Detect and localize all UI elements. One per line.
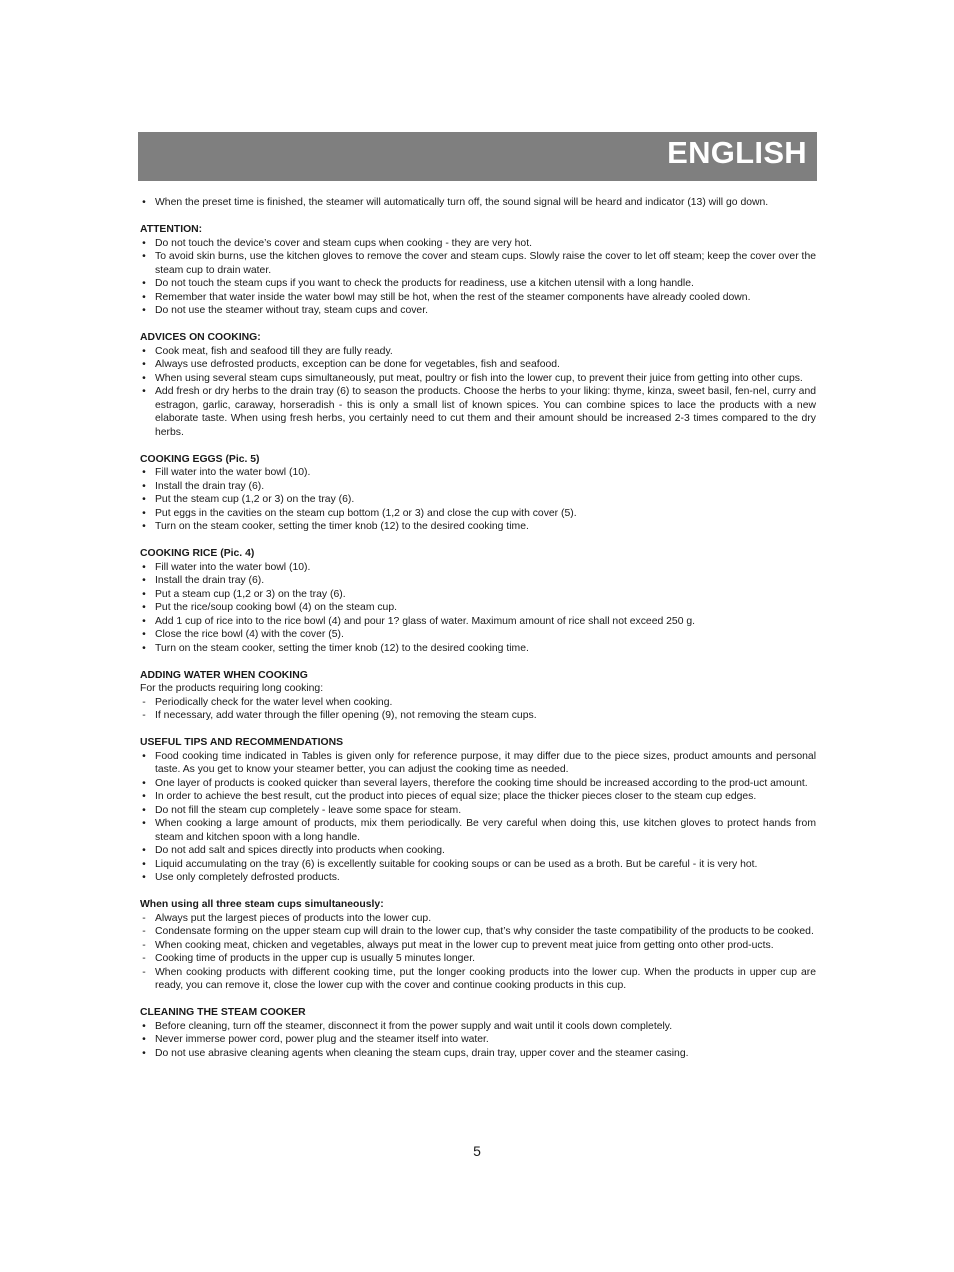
list-marker: -	[142, 912, 146, 924]
list-marker: •	[142, 507, 146, 519]
list-item-text: Condensate forming on the upper steam cup will drain to the lower cup, that’s why consider the taste compatibility of the products to be cooked.	[155, 926, 814, 937]
list-item	[140, 952, 816, 966]
list-item	[140, 1047, 816, 1061]
rice-heading: COOKING RICE (Pic. 4)	[140, 548, 255, 559]
list-marker: •	[142, 1020, 146, 1032]
manual-content	[140, 196, 816, 1060]
page-number: 5	[473, 1143, 481, 1159]
eggs-heading: COOKING EGGS (Pic. 5)	[140, 453, 260, 465]
language-banner	[138, 132, 817, 181]
list-marker: •	[142, 845, 146, 856]
list-item	[140, 817, 816, 844]
list-marker: -	[142, 939, 146, 951]
list-marker: -	[142, 710, 146, 721]
list-marker: -	[142, 953, 146, 964]
list-item	[140, 750, 816, 777]
list-item-text: Food cooking time indicated in Tables is given only for reference purpose, it may differ due to the piece sizes, product amounts and personal taste. As you get to know your steamer better, you can adjust the cooking time as needed.	[155, 750, 816, 775]
list-item-text: When cooking a large amount of products, mix them periodically. Be very careful when doing this, use kitchen gloves to protect hands from steam and kitchen spoon with a long handle.	[155, 818, 816, 843]
list-marker: •	[142, 642, 146, 654]
list-item-text: Put eggs in the cavities on the steam cup bottom (1,2 or 3) and close the cup with cover (5).	[155, 507, 577, 519]
three-cups-section	[140, 898, 816, 993]
list-item-text: Put the steam cup (1,2 or 3) on the tray (6).	[155, 494, 355, 505]
list-item-text: Cooking time of products in the upper cup is usually 5 minutes longer.	[155, 953, 475, 964]
list-marker: •	[142, 750, 146, 762]
list-item	[140, 385, 816, 439]
list-item-text: If necessary, add water through the filler opening (9), not removing the steam cups.	[155, 710, 537, 721]
rice-section	[140, 547, 816, 655]
list-item-text: When using several steam cups simultaneously, put meat, poultry or fish into the lower cup, to prevent their juice from getting into other cups.	[155, 372, 803, 384]
list-item	[140, 493, 816, 507]
list-marker: •	[142, 629, 146, 640]
list-item-text: Fill water into the water bowl (10).	[155, 561, 311, 573]
list-item-text: Do not touch the device’s cover and steam cups when cooking - they are very hot.	[155, 237, 532, 249]
list-marker: •	[142, 467, 146, 478]
list-item	[140, 696, 816, 710]
list-item	[140, 939, 816, 953]
three-cups-list	[140, 912, 816, 993]
list-marker: •	[142, 872, 146, 883]
list-item-text: Do not fill the steam cup completely - leave some space for steam.	[155, 804, 462, 816]
list-item	[140, 1033, 816, 1047]
list-item	[140, 291, 816, 305]
list-item-text: In order to achieve the best result, cut the product into pieces of equal size; place the thicker pieces closer to the steam cup edges.	[155, 791, 757, 802]
list-marker: -	[142, 696, 146, 708]
list-item-text: Put a steam cup (1,2 or 3) on the tray (6).	[155, 588, 346, 600]
list-item-text: Turn on the steam cooker, setting the timer knob (12) to the desired cooking time.	[155, 642, 529, 654]
list-item-text: Before cleaning, turn off the steamer, disconnect it from the power supply and wait until it cools down completely.	[155, 1020, 673, 1032]
advices-section	[140, 331, 816, 439]
list-item-text: Do not add salt and spices directly into products when cooking.	[155, 845, 445, 856]
water-intro: For the products requiring long cooking:	[140, 683, 324, 694]
list-item	[140, 871, 816, 885]
list-item-text: Fill water into the water bowl (10).	[155, 467, 311, 478]
attention-section	[140, 223, 816, 318]
tips-heading: USEFUL TIPS AND RECOMMENDATIONS	[140, 737, 344, 748]
list-marker: •	[142, 791, 146, 802]
water-list	[140, 696, 816, 723]
list-marker: •	[142, 345, 146, 357]
list-item	[140, 372, 816, 386]
list-item-text: To avoid skin burns, use the kitchen gloves to remove the cover and steam cups. Slowly raise the cover to let off steam; keep the cover over the steam cup to drain water.	[155, 251, 816, 276]
attention-heading: ATTENTION:	[140, 224, 203, 235]
list-marker: -	[142, 926, 146, 937]
list-item	[140, 520, 816, 534]
list-item-text: Periodically check for the water level when cooking.	[155, 696, 393, 708]
list-item-text: Do not use abrasive cleaning agents when cleaning the steam cups, drain tray, upper cover and the steamer casing.	[155, 1047, 689, 1059]
list-marker: •	[142, 251, 146, 262]
list-marker: •	[142, 521, 146, 532]
list-item-text: When cooking products with different cooking time, put the longer cooking products into the lower cup. When the products in upper cup are ready, you can remove it, close the lower cup with the cover and continue cooking products in this cup.	[155, 966, 816, 991]
list-item-text: Cook meat, fish and seafood till they are fully ready.	[155, 345, 393, 357]
list-marker: •	[142, 1034, 146, 1045]
list-item	[140, 345, 816, 359]
list-item-text: Turn on the steam cooker, setting the timer knob (12) to the desired cooking time.	[155, 521, 529, 532]
list-marker: •	[142, 561, 146, 573]
list-item	[140, 642, 816, 656]
list-item	[140, 601, 816, 615]
list-item-text: Add 1 cup of rice into to the rice bowl (4) and pour 1? glass of water. Maximum amount of rice shall not exceed 250 g.	[155, 615, 696, 627]
list-item	[140, 561, 816, 575]
list-marker: •	[142, 359, 146, 370]
banner-title: ENGLISH	[667, 135, 807, 170]
eggs-section	[140, 453, 816, 534]
list-item	[140, 196, 816, 210]
list-item	[140, 466, 816, 480]
advices-heading: ADVICES ON COOKING:	[140, 332, 261, 343]
list-item	[140, 615, 816, 629]
list-marker: •	[142, 372, 146, 384]
cleaning-list	[140, 1020, 816, 1061]
attention-list	[140, 237, 816, 318]
list-item-text: Add fresh or dry herbs to the drain tray (6) to season the products. Choose the herbs to your liking: thyme, kinza, sweet basil, fen-nel, curry and estragon, garlic, caraway, horseradish - this is only a small list of known spices. You can combine spices to lace the products with a new elaborate taste. When using fresh herbs, you certainly need to cut them and their amount should be increased 2-3 times compared to the dry herbs.	[155, 386, 816, 438]
list-item	[140, 237, 816, 251]
list-item	[140, 912, 816, 926]
list-item	[140, 966, 816, 993]
list-item-text: When the preset time is finished, the steamer will automatically turn off, the sound signal will be heard and indicator (13) will go down.	[155, 197, 769, 208]
list-marker: •	[142, 197, 146, 208]
list-item-text: Always use defrosted products, exception can be done for vegetables, fish and seafood.	[155, 359, 560, 370]
list-item-text: Use only completely defrosted products.	[155, 872, 340, 883]
list-marker: •	[142, 278, 146, 289]
list-item-text: Put the rice/soup cooking bowl (4) on the steam cup.	[155, 602, 398, 613]
list-item	[140, 858, 816, 872]
cleaning-heading: CLEANING THE STEAM COOKER	[140, 1007, 306, 1018]
list-marker: •	[142, 386, 146, 397]
list-item	[140, 588, 816, 602]
list-item-text: Remember that water inside the water bowl may still be hot, when the rest of the steamer components have already cooled down.	[155, 291, 751, 303]
list-item	[140, 844, 816, 858]
list-marker: •	[142, 804, 146, 816]
list-marker: •	[142, 575, 146, 586]
list-item-text: When cooking meat, chicken and vegetables, always put meat in the lower cup to prevent meat juice from getting onto other prod-ucts.	[155, 939, 774, 951]
list-marker: •	[142, 602, 146, 613]
list-item-text: Do not use the steamer without tray, steam cups and cover.	[155, 305, 428, 316]
three-cups-heading: When using all three steam cups simultaneously:	[140, 899, 384, 910]
list-item-text: Liquid accumulating on the tray (6) is excellently suitable for cooking soups or can be used as a broth. But be careful - it is very hot.	[155, 858, 758, 870]
list-item	[140, 480, 816, 494]
list-item	[140, 507, 816, 521]
list-item-text: Close the rice bowl (4) with the cover (5).	[155, 629, 344, 640]
list-item-text: Install the drain tray (6).	[155, 480, 265, 492]
list-item	[140, 709, 816, 723]
list-item-text: Never immerse power cord, power plug and the steamer itself into water.	[155, 1034, 489, 1045]
water-heading: ADDING WATER WHEN COOKING	[140, 669, 308, 681]
list-item	[140, 250, 816, 277]
list-marker: •	[142, 588, 146, 600]
cleaning-section	[140, 1006, 816, 1060]
list-item	[140, 790, 816, 804]
list-item	[140, 804, 816, 818]
intro-list	[140, 196, 816, 210]
list-marker: •	[142, 1047, 146, 1059]
list-item	[140, 574, 816, 588]
list-marker: •	[142, 818, 146, 829]
list-item	[140, 277, 816, 291]
list-item	[140, 925, 816, 939]
list-item	[140, 304, 816, 318]
list-item-text: Install the drain tray (6).	[155, 575, 265, 586]
tips-list	[140, 750, 816, 885]
list-item	[140, 1020, 816, 1034]
tips-section	[140, 736, 816, 885]
list-marker: •	[142, 291, 146, 303]
list-marker: •	[142, 615, 146, 627]
list-item-text: One layer of products is cooked quicker than several layers, therefore the cooking time should be increased according to the prod-uct amount.	[155, 777, 808, 789]
rice-list	[140, 561, 816, 656]
list-item-text: Do not touch the steam cups if you want to check the products for readiness, use a kitchen utensil with a long handle.	[155, 278, 694, 289]
water-section	[140, 669, 816, 723]
intro-section	[140, 196, 816, 210]
advices-list	[140, 345, 816, 440]
list-marker: •	[142, 480, 146, 492]
list-item	[140, 777, 816, 791]
list-marker: •	[142, 777, 146, 789]
list-marker: •	[142, 494, 146, 505]
list-item-text: Always put the largest pieces of products into the lower cup.	[155, 912, 432, 924]
eggs-list	[140, 466, 816, 534]
list-marker: -	[142, 966, 146, 978]
list-marker: •	[142, 237, 146, 249]
list-item	[140, 358, 816, 372]
list-marker: •	[142, 858, 146, 870]
list-item	[140, 628, 816, 642]
list-marker: •	[142, 305, 146, 316]
